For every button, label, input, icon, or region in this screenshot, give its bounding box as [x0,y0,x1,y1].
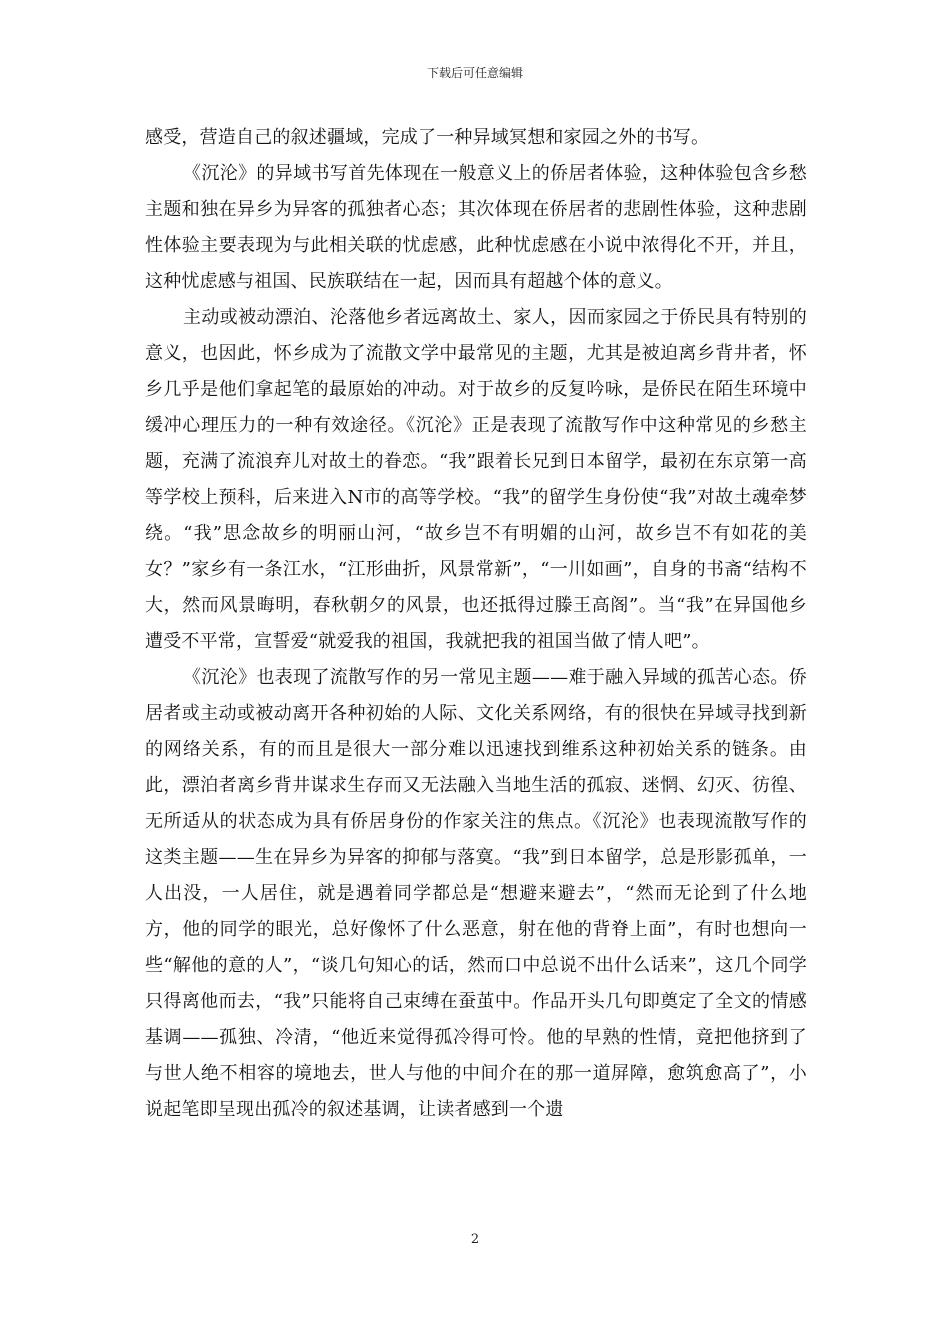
paragraph-continuation: 感受，营造自己的叙述疆域，完成了一种异域冥想和家园之外的书写。 [145,127,710,148]
document-body [145,120,807,1128]
paragraph-homesickness: 主动或被动漂泊、沦落他乡者远离故土、家人，因而家园之于侨民具有特别的意义，也因此，怀乡成为了流散文学中最常见的主题，尤其是被迫离乡背井者，怀乡几乎是他们拿起笔的最原始的冲动。对于故乡的反复吟咏，是侨民在陌生环境中缓冲心理压力的一种有效途径。《沉沦》正是表现了流散写作中这种常见的乡愁主题，充满了流浪弃儿对故土的眷恋。“我”跟着长兄到日本留学，最初在东京第一高等学校上预科，后来进入N市的高等学校。“我”的留学生身份使“我”对故土魂牵梦绕。“我”思念故乡的明丽山河，“故乡岂不有明媚的山河，故乡岂不有如花的美女？”家乡有一条江水，“江形曲折，风景常新”，“一川如画”，自身的书斋“结构不大，然而风景晦明，春秋朝夕的风景，也还抵得过滕王高阁”。当“我”在异国他乡遭受不平常，宣誓爱“就爱我的祖国，我就把我的祖国当做了情人吧”。 [145,307,807,652]
paragraph-loneliness: 《沉沦》也表现了流散写作的另一常见主题——难于融入异域的孤苦心态。侨居者或主动或被动离开各种初始的人际、文化关系网络，有的很快在异域寻找到新的网络关系，有的而且是很大一部分难以迅速找到维系这种初始关系的链条。由此，漂泊者离乡背井谋求生存而又无法融入当地生活的孤寂、迷惘、幻灭、彷徨、无所适从的状态成为具有侨居身份的作家关注的焦点。《沉沦》也表现流散写作的这类主题——生在异乡为异客的抑郁与落寞。“我”到日本留学，总是形影孤单，一人出没，一人居住，就是遇着同学都总是“想避来避去”，“然而无论到了什么地方，他的同学的眼光，总好像怀了什么恶意，射在他的背脊上面”，有时也想向一些“解他的意的人”，“谈几句知心的话，然而口中总说不出什么话来”，这几个同学只得离他而去，“我”只能将自己束缚在蚕茧中。作品开头几句即奠定了全文的情感基调——孤独、冷清，“他近来觉得孤冷得可怜。他的早熟的性情，竟把他挤到了与世人绝不相容的境地去，世人与他的中间介在的那一道屏障，愈筑愈高了”，小说起笔即呈现出孤冷的叙述基调，让读者感到一个遗 [145,667,807,1120]
page-header: 下载后可任意编辑 [426,66,523,80]
page-number: 2 [470,1232,480,1247]
paragraph-foreign-writing: 《沉沦》的异域书写首先体现在一般意义上的侨居者体验，这种体验包含乡愁主题和独在异乡为异客的孤独者心态；其次体现在侨居者的悲剧性体验，这种悲剧性体验主要表现为与此相关联的忧虑感，此种忧虑感在小说中浓得化不开，并且，这种忧虑感与祖国、民族联结在一起，因而具有超越个体的意义。 [145,163,807,292]
